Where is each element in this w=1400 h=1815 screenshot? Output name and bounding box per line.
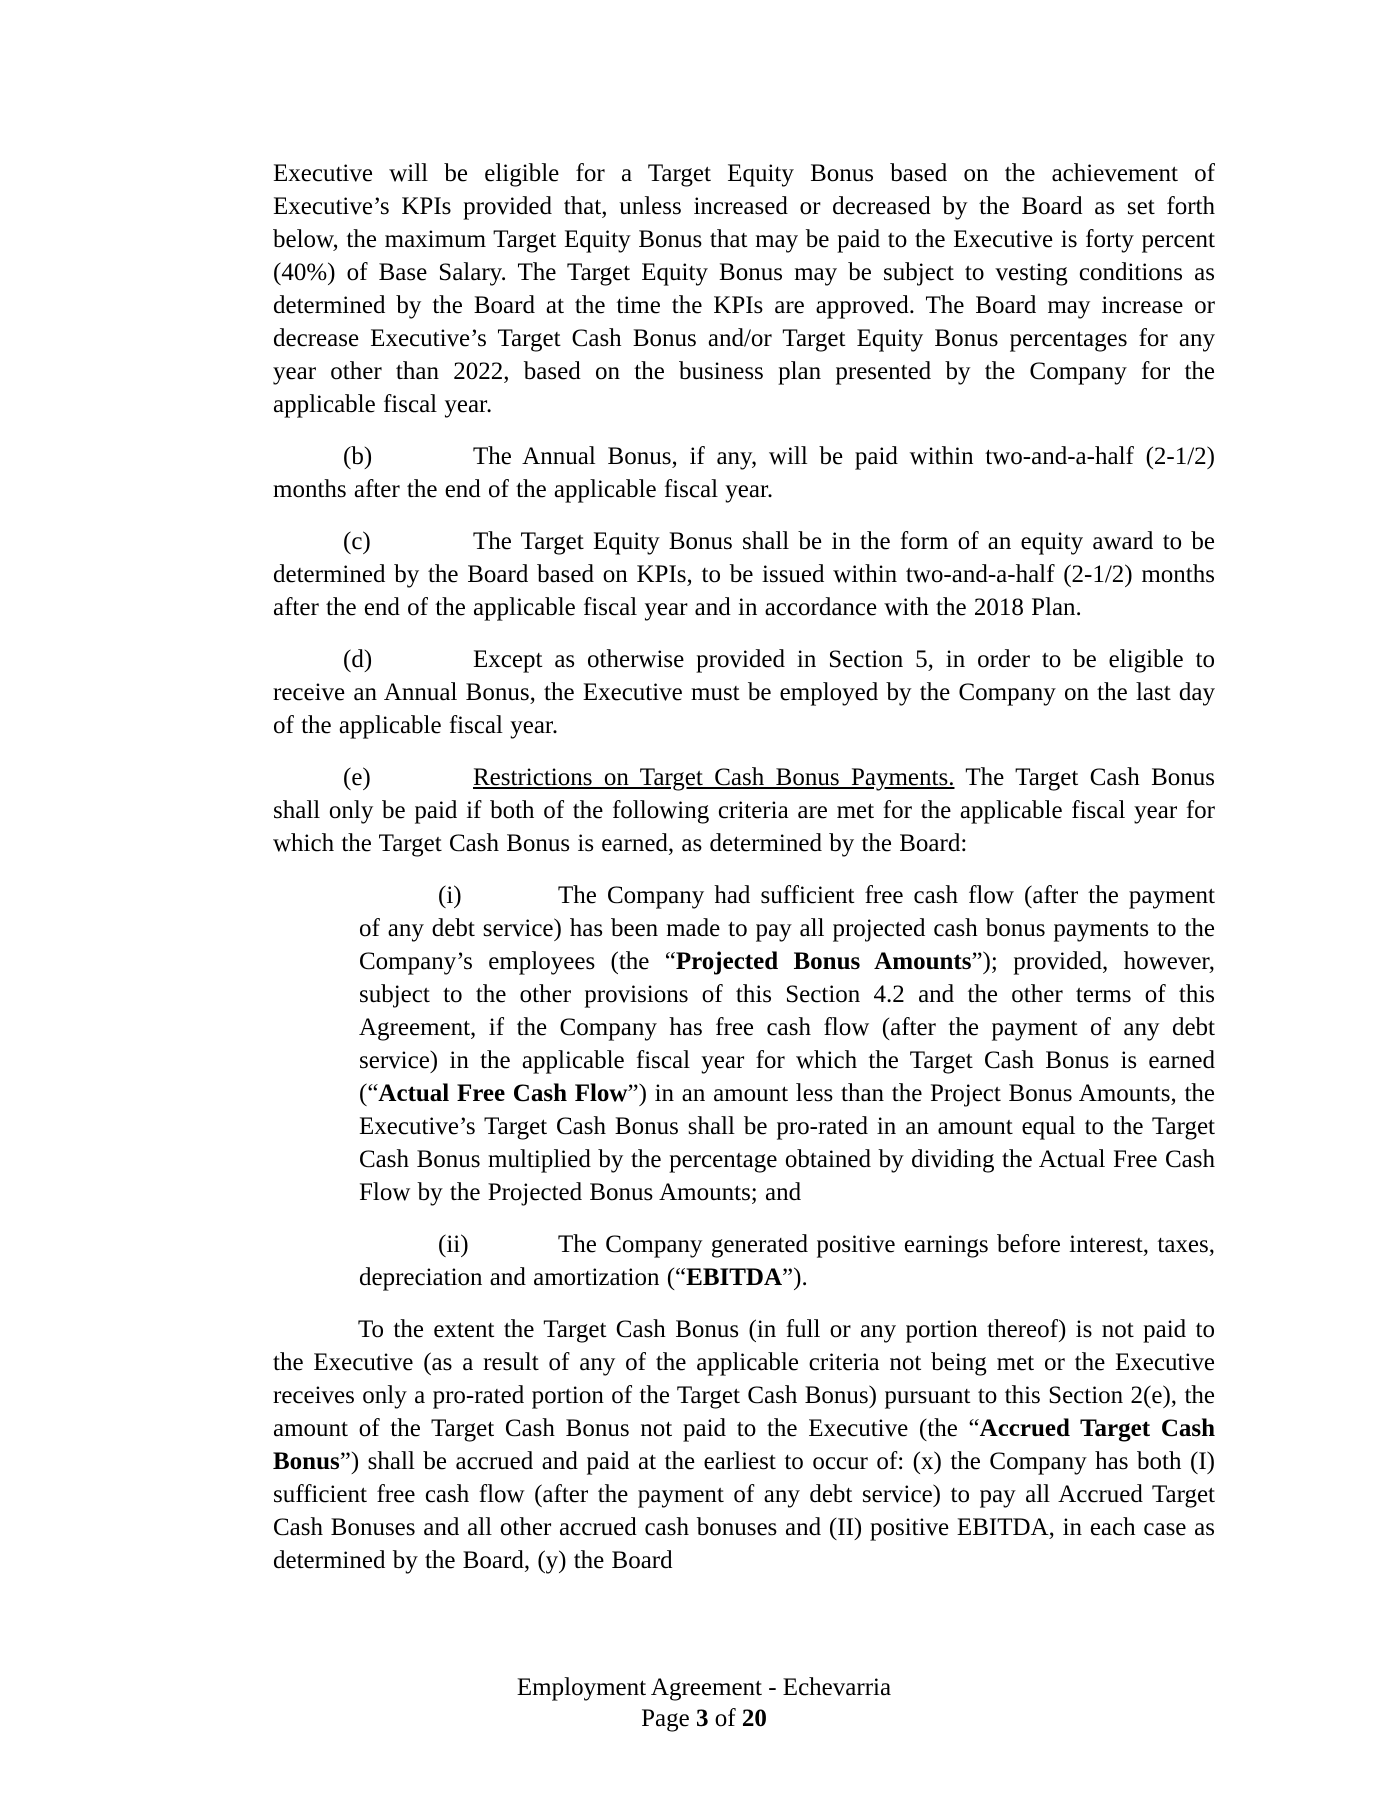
paragraph-text: To the extent the Target Cash Bonus (in full or any portion thereof) is not paid to the Executive (as a result of any of the applicable criteria not being met or the Executive receives only a pro-rated portion of the Target Cash Bonus) pursuant to this Section 2(e), the amount of the Target Cash Bonus not paid to the Executive (the “Accrued Target Cash Bonus”) shall be accrued and paid at the earliest to occur of: (x) the Company has both (I) sufficient free cash flow (after the payment of any debt service) to pay all Accrued Target Cash Bonuses and all other accrued cash bonuses and (II) positive EBITDA, in each case as determined by the Board, (y) the Board	[273, 1316, 1216, 1574]
paragraph-label-b: (b)	[343, 443, 373, 470]
paragraph-text: Restrictions on Target Cash Bonus Payments. The Target Cash Bonus shall only be paid if both of the following criteria are met for the applicable fiscal year for which the Target Cash Bonus is earned, as determined by the Board:	[273, 764, 1216, 857]
paragraph-text: The Target Equity Bonus shall be in the form of an equity award to be determined by the Board based on KPIs, to be issued within two-and-a-half (2-1/2) months after the end of the applicable fiscal year and in accordance with the 2018 Plan.	[273, 528, 1215, 621]
paragraph-label-c: (c)	[343, 528, 371, 555]
paragraph-label-i: (i)	[438, 882, 462, 909]
footer-document-title: Employment Agreement - Echevarria	[516, 1674, 892, 1701]
document-body	[273, 157, 1215, 1596]
paragraph-label-d: (d)	[343, 646, 373, 673]
paragraph-d-employment-eligibility	[273, 643, 1215, 742]
paragraph-b-annual-bonus-timing	[273, 440, 1215, 506]
paragraph-label-ii: (ii)	[438, 1231, 469, 1258]
paragraph-label-e: (e)	[343, 764, 371, 791]
paragraph-e-restrictions-on-target-cash-bonus	[273, 761, 1215, 860]
paragraph-text: Executive will be eligible for a Target Equity Bonus based on the achievement of Executive’s KPIs provided that, unless increased or decreased by the Board as set forth below, the maximum Target Equity Bonus that may be paid to the Executive is forty percent (40%) of Base Salary. The Target Equity Bonus may be subject to vesting conditions as determined by the Board at the time the KPIs are approved. The Board may increase or decrease Executive’s Target Cash Bonus and/or Target Equity Bonus percentages for any year other than 2022, based on the business plan presented by the Company for the applicable fiscal year.	[273, 160, 1215, 418]
paragraph-target-equity-bonus-intro	[273, 157, 1215, 421]
paragraph-text: The Annual Bonus, if any, will be paid within two-and-a-half (2-1/2) months after the end of the applicable fiscal year.	[273, 443, 1215, 503]
paragraph-text: Except as otherwise provided in Section 5, in order to be eligible to receive an Annual Bonus, the Executive must be employed by the Company on the last day of the applicable fiscal year.	[273, 646, 1215, 739]
paragraph-text: The Company generated positive earnings before interest, taxes, depreciation and amortization (“EBITDA”).	[359, 1231, 1215, 1291]
subparagraph-ii-ebitda-criterion	[359, 1228, 1215, 1294]
paragraph-accrued-target-cash-bonus	[273, 1313, 1215, 1577]
subparagraph-i-free-cash-flow-criterion	[359, 879, 1215, 1209]
paragraph-c-target-equity-bonus-form	[273, 525, 1215, 624]
page-footer	[8, 1672, 1400, 1734]
footer-page-number: Page 3 of 20	[641, 1705, 767, 1732]
paragraph-text: The Company had sufficient free cash flow (after the payment of any debt service) has been made to pay all projected cash bonus payments to the Company’s employees (the “Projected Bonus Amounts”); provided, however, subject to the other provisions of this Section 4.2 and the other terms of this Agreement, if the Company has free cash flow (after the payment of any debt service) in the applicable fiscal year for which the Target Cash Bonus is earned (“Actual Free Cash Flow”) in an amount less than the Project Bonus Amounts, the Executive’s Target Cash Bonus shall be pro-rated in an amount equal to the Target Cash Bonus multiplied by the percentage obtained by dividing the Actual Free Cash Flow by the Projected Bonus Amounts; and	[359, 882, 1215, 1206]
